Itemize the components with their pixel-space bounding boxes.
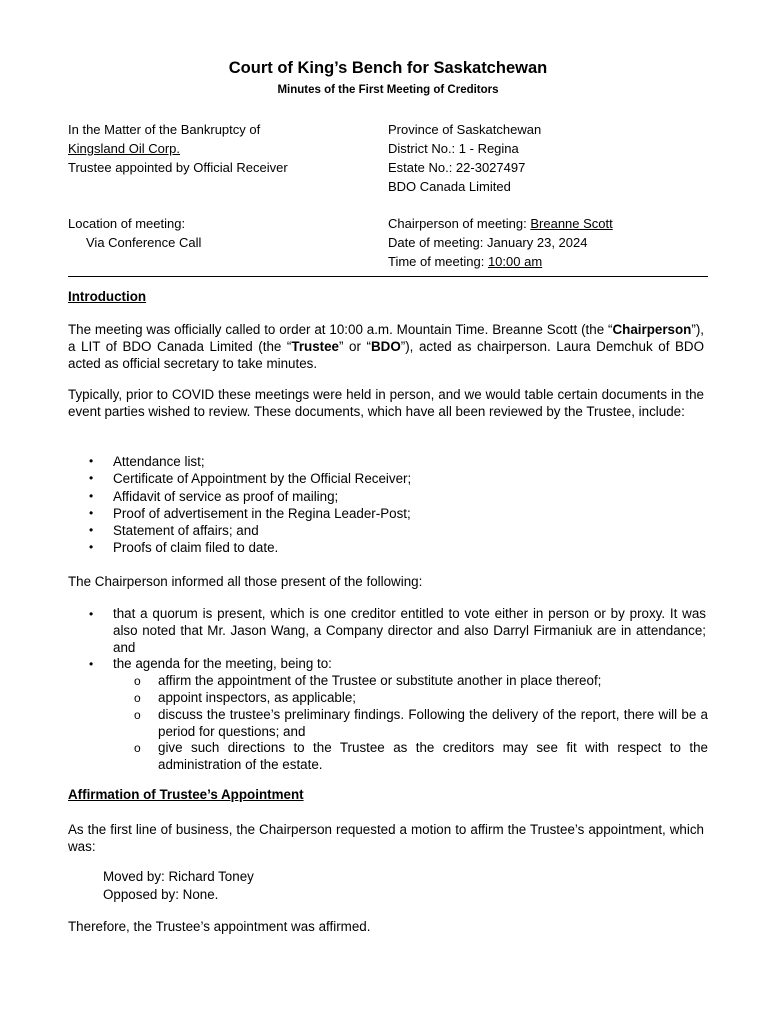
sub-bullet: o bbox=[134, 707, 141, 722]
header-divider bbox=[68, 276, 708, 277]
location-value: Via Conference Call bbox=[86, 235, 202, 250]
bullet: • bbox=[89, 505, 94, 520]
district: District No.: 1 - Regina bbox=[388, 141, 519, 156]
province: Province of Saskatchewan bbox=[388, 122, 542, 137]
list-item bbox=[68, 470, 708, 487]
list-item bbox=[68, 453, 708, 470]
company-name: Kingsland Oil Corp. bbox=[68, 141, 180, 156]
text-run: ”), a LIT of BDO Canada Limited (the “ bbox=[68, 322, 704, 354]
sub-bullet: o bbox=[134, 741, 141, 756]
sub-bullet: o bbox=[134, 690, 141, 705]
text-run: ” or “ bbox=[339, 339, 371, 354]
list-item-text: Certificate of Appointment by the Official Receiver; bbox=[113, 471, 412, 487]
documents-list bbox=[68, 453, 708, 557]
list-item bbox=[68, 488, 708, 505]
affirmation-paragraph: As the first line of business, the Chairperson requested a motion to affirm the Trustee’s appointment, which was: bbox=[68, 822, 704, 854]
firm-name: BDO Canada Limited bbox=[388, 179, 511, 194]
motion-block bbox=[103, 868, 254, 903]
opposed-by: Opposed by: None. bbox=[103, 886, 219, 902]
bullet: • bbox=[89, 540, 94, 555]
list-item bbox=[68, 656, 708, 774]
document-title: Court of King’s Bench for Saskatchewan bbox=[228, 59, 548, 77]
bullet: • bbox=[89, 523, 94, 538]
moved-by: Moved by: Richard Toney bbox=[103, 869, 254, 884]
list-item bbox=[68, 505, 708, 522]
text-run: The meeting was officially called to order at 10:00 a.m. Mountain Time. Breanne Scott (the “ bbox=[68, 322, 613, 337]
bullet: • bbox=[89, 607, 94, 621]
trustee-line: Trustee appointed by Official Receiver bbox=[68, 160, 288, 175]
agenda-item-text: discuss the trustee’s preliminary findings. Following the delivery of the report, there will be a period for questions; and bbox=[158, 706, 708, 739]
agenda-item bbox=[68, 673, 708, 690]
introduction-heading: Introduction bbox=[68, 289, 147, 304]
affirmation-result: Therefore, the Trustee’s appointment was affirmed. bbox=[68, 919, 371, 934]
intro-paragraph-1 bbox=[68, 321, 704, 372]
chairperson-line bbox=[388, 214, 613, 233]
list-item-text: Attendance list; bbox=[113, 454, 205, 469]
affirmation-heading: Affirmation of Trustee’s Appointment bbox=[68, 787, 304, 802]
matter-line: In the Matter of the Bankruptcy of bbox=[68, 122, 261, 137]
agenda-list bbox=[113, 673, 708, 774]
intro-paragraph-2: Typically, prior to COVID these meetings were held in person, and we would table certain documents in the event parties wished to review. These documents, which have all been reviewed by the Trustee, include: bbox=[68, 387, 704, 419]
defined-term: BDO bbox=[371, 339, 401, 354]
list-item bbox=[68, 606, 708, 656]
defined-term: Trustee bbox=[291, 339, 340, 354]
agenda-item bbox=[68, 740, 708, 774]
list-item bbox=[68, 539, 708, 556]
chair-name: Breanne Scott bbox=[530, 216, 613, 231]
time-value: 10:00 am bbox=[487, 254, 543, 269]
list-item-text: Proofs of claim filed to date. bbox=[113, 540, 279, 556]
list-item-text: the agenda for the meeting, being to: bbox=[113, 656, 332, 672]
list-item-text: Affidavit of service as proof of mailing; bbox=[113, 488, 339, 504]
document-subtitle: Minutes of the First Meeting of Creditors bbox=[277, 84, 499, 96]
bullet: • bbox=[89, 471, 94, 486]
chair-label: Chairperson of meeting: bbox=[388, 216, 531, 231]
location-label: Location of meeting: bbox=[68, 216, 186, 231]
agenda-item-text: appoint inspectors, as applicable; bbox=[158, 689, 357, 705]
bullet: • bbox=[89, 454, 94, 468]
chair-notes-list bbox=[68, 606, 708, 774]
list-item-text: that a quorum is present, which is one creditor entitled to vote either in person or by proxy. It was also noted that Mr. Jason Wang, a Company director and also Darryl Firmaniuk are in attendance; and bbox=[113, 606, 706, 655]
list-item bbox=[68, 522, 708, 539]
bullet: • bbox=[89, 488, 94, 503]
meeting-date: Date of meeting: January 23, 2024 bbox=[388, 235, 588, 250]
text-run: ”), acted as chairperson. Laura Demchuk of BDO acted as official secretary to take minutes. bbox=[68, 339, 705, 371]
agenda-item bbox=[68, 707, 708, 741]
time-label: Time of meeting: bbox=[388, 254, 488, 269]
filing-block bbox=[388, 120, 541, 196]
matter-block bbox=[68, 120, 288, 177]
intro-paragraph-3: The Chairperson informed all those present of the following: bbox=[68, 574, 423, 589]
bullet: • bbox=[89, 657, 94, 672]
defined-term: Chairperson bbox=[612, 322, 692, 337]
sub-bullet: o bbox=[134, 674, 141, 689]
list-item-text: Statement of affairs; and bbox=[113, 523, 259, 539]
agenda-item-text: affirm the appointment of the Trustee or substitute another in place thereof; bbox=[158, 673, 602, 689]
agenda-item bbox=[68, 690, 708, 707]
meeting-time-line bbox=[388, 252, 613, 271]
estate-number: Estate No.: 22-3027497 bbox=[388, 160, 526, 175]
location-block bbox=[68, 214, 201, 252]
agenda-item-text: give such directions to the Trustee as the creditors may see fit with respect to the administration of the estate. bbox=[158, 740, 708, 773]
meeting-block bbox=[388, 214, 613, 271]
list-item-text: Proof of advertisement in the Regina Leader-Post; bbox=[113, 505, 411, 521]
